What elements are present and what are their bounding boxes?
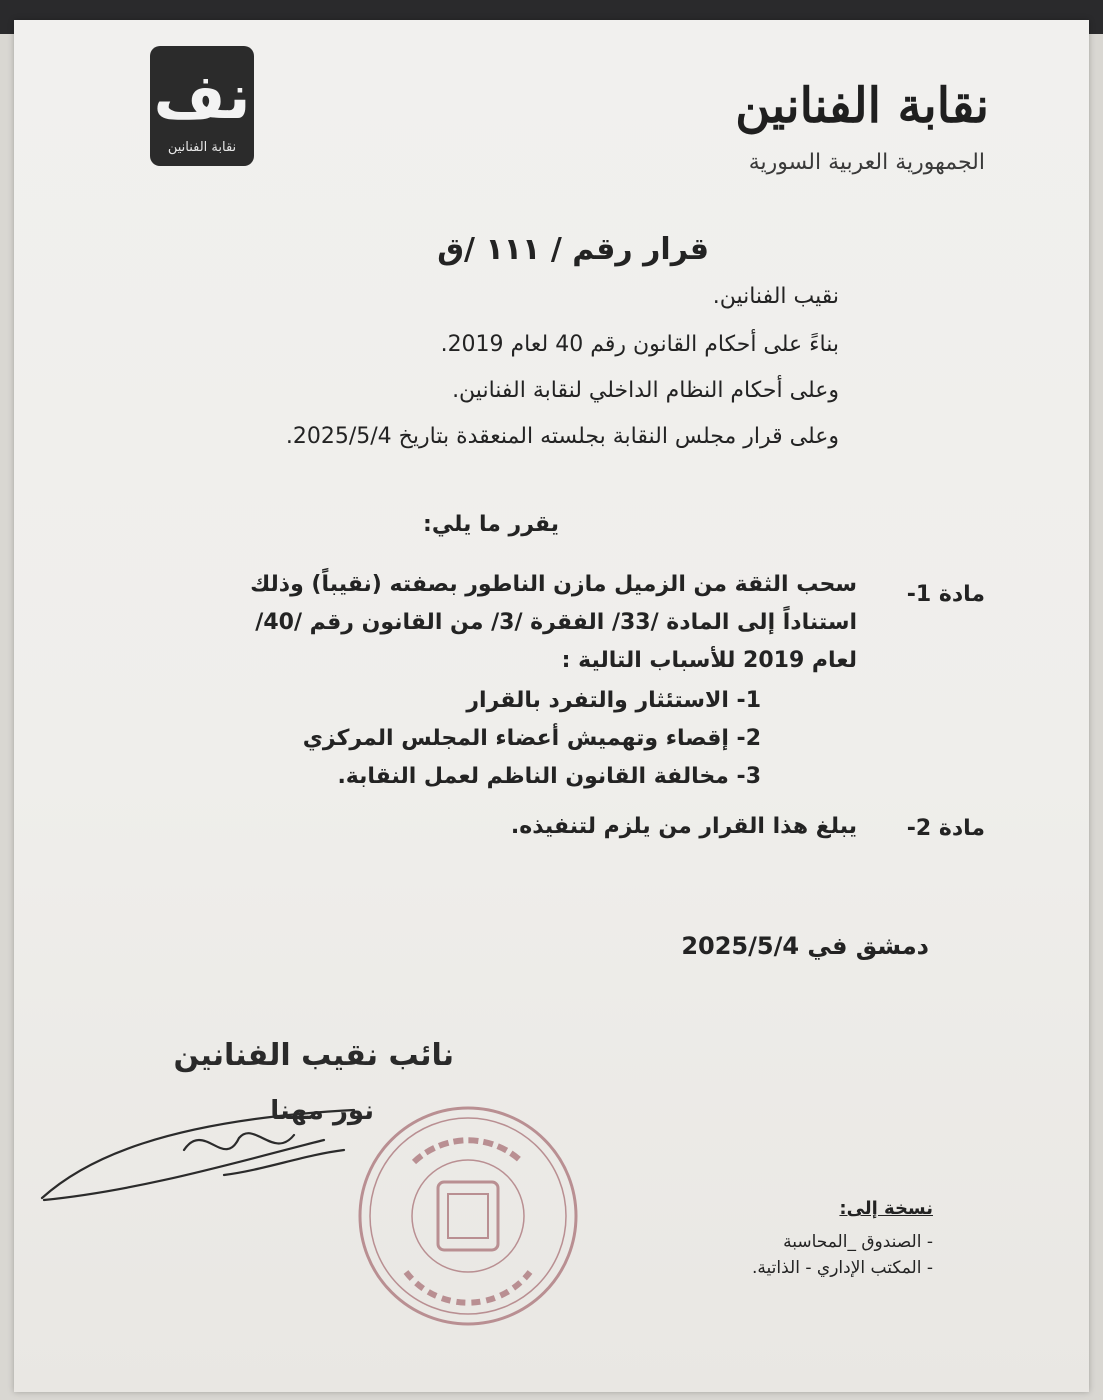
copies-to-item: - المكتب الإداري - الذاتية. bbox=[752, 1258, 933, 1278]
decides-heading: يقرر ما يلي: bbox=[423, 512, 559, 537]
article-2-text: يبلغ هذا القرار من يلزم لتنفيذه. bbox=[510, 814, 857, 839]
org-name: نقابة الفنانين bbox=[735, 78, 989, 134]
official-stamp bbox=[354, 1102, 582, 1330]
signatory-title: نائب نقيب الفنانين bbox=[173, 1038, 454, 1073]
org-subtitle: الجمهورية العربية السورية bbox=[748, 150, 985, 175]
logo-mark: ﻧﻒ bbox=[153, 60, 251, 133]
article-2-label: مادة 2- bbox=[906, 816, 985, 841]
article-1-reason: 3- مخالفة القانون الناظم لعمل النقابة. bbox=[337, 764, 761, 789]
copies-to-heading: نسخة إلى: bbox=[839, 1198, 933, 1219]
copies-to-item: - الصندوق _المحاسبة bbox=[783, 1232, 933, 1252]
preamble-line: بناءً على أحكام القانون رقم 40 لعام 2019. bbox=[440, 332, 839, 357]
preamble-line: وعلى قرار مجلس النقابة بجلسته المنعقدة بتاريخ 2025/5/4. bbox=[285, 424, 839, 449]
preamble-line: نقيب الفنانين. bbox=[712, 284, 839, 309]
article-1-text: سحب الثقة من الزميل مازن الناطور بصفته (نقيباً) وذلك استناداً إلى المادة /33/ الفقرة /3/ من القانون رقم /40/ لعام 2019 للأسباب التالية : bbox=[250, 572, 857, 673]
article-1-reason: 1- الاستئثار والتفرد بالقرار bbox=[466, 688, 761, 713]
signatory-name: نور مهنا bbox=[270, 1096, 374, 1126]
handwritten-signature bbox=[24, 1080, 384, 1220]
document-page bbox=[14, 20, 1089, 1392]
preamble-line: وعلى أحكام النظام الداخلي لنقابة الفنانين. bbox=[452, 378, 839, 403]
union-logo bbox=[150, 46, 254, 166]
article-1-label: مادة 1- bbox=[906, 582, 985, 607]
article-1-reason: 2- إقصاء وتهميش أعضاء المجلس المركزي bbox=[302, 726, 761, 751]
decision-number: قرار رقم / ١١١ /ق bbox=[437, 232, 709, 267]
logo-caption: نقابة الفنانين bbox=[167, 140, 237, 155]
place-date: دمشق في 2025/5/4 bbox=[681, 932, 929, 960]
